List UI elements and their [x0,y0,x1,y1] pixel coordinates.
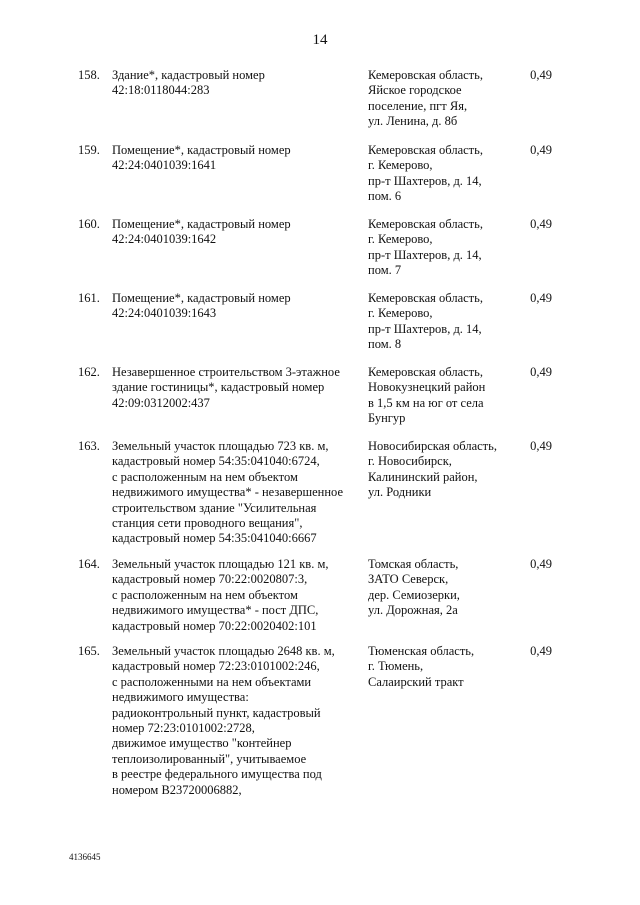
description-line: строительством здание "Усилительная [112,500,317,515]
entry-address [368,68,518,130]
address-line: Томская область, [368,557,459,571]
description-line: номер 72:23:0101002:2728, [112,721,255,736]
description-line: радиоконтрольный пункт, кадастровый [112,705,321,720]
address-line: Яйское городское [368,83,462,98]
entry-description [112,439,362,547]
entry-number: 164. [78,557,100,571]
entry-address [368,644,518,690]
document-code: 4136645 [69,852,101,862]
description-line: кадастровый номер 70:22:0020807:3, [112,572,308,587]
entry-address [368,291,518,353]
entry-162 [0,365,640,439]
entry-description [112,365,362,411]
description-line: Земельный участок площадью 121 кв. м, [112,557,329,571]
address-line: г. Новосибирск, [368,454,452,469]
description-line: кадастровый номер 54:35:041040:6667 [112,531,317,546]
description-line: станция сети проводного вещания", [112,516,303,531]
description-line: Помещение*, кадастровый номер [112,291,291,305]
address-line: ул. Родники [368,485,432,500]
description-line: 42:24:0401039:1641 [112,158,217,173]
address-line: Кемеровская область, [368,68,483,82]
entry-address [368,217,518,279]
description-line: недвижимого имущества* - незавершенное [112,485,343,500]
address-line: дер. Семиозерки, [368,587,460,602]
entry-share: 0,49 [530,365,552,379]
entry-share: 0,49 [530,644,552,658]
entry-share: 0,49 [530,143,552,157]
address-line: пом. 6 [368,189,402,204]
entry-share: 0,49 [530,557,552,571]
address-line: ул. Дорожная, 2а [368,603,458,618]
description-line: кадастровый номер 54:35:041040:6724, [112,454,320,469]
entry-number: 165. [78,644,100,658]
address-line: ЗАТО Северск, [368,572,449,587]
address-line: г. Кемерово, [368,232,433,247]
entry-number: 163. [78,439,100,453]
description-line: движимое имущество "контейнер [112,736,292,751]
address-line: г. Кемерово, [368,158,433,173]
entry-share: 0,49 [530,217,552,231]
description-line: 42:24:0401039:1643 [112,306,217,321]
description-line: 42:18:0118044:283 [112,83,210,98]
description-line: с расположенными на нем объектами [112,674,312,689]
entry-161 [0,291,640,365]
address-line: пр-т Шахтеров, д. 14, [368,321,482,336]
address-line: Кемеровская область, [368,143,483,157]
address-line: Салаирский тракт [368,674,464,689]
description-line: 42:24:0401039:1642 [112,232,217,247]
address-line: пом. 7 [368,263,402,278]
entry-description [112,291,362,322]
description-line: теплоизолированный", учитываемое [112,751,307,766]
description-line: Здание*, кадастровый номер [112,68,265,82]
entry-158 [0,68,640,143]
entry-number: 160. [78,217,100,231]
entry-address [368,439,518,501]
description-line: Помещение*, кадастровый номер [112,143,291,157]
entry-description [112,217,362,248]
address-line: Новокузнецкий район [368,380,486,395]
address-line: Калининский район, [368,469,478,484]
entry-description [112,557,362,634]
entry-share: 0,49 [530,439,552,453]
entry-address [368,143,518,205]
address-line: пр-т Шахтеров, д. 14, [368,247,482,262]
address-line: ул. Ленина, д. 8б [368,114,458,129]
description-line: Помещение*, кадастровый номер [112,217,291,231]
description-line: кадастровый номер 72:23:0101002:246, [112,659,320,674]
page-number: 14 [312,32,328,48]
address-line: Тюменская область, [368,644,475,658]
description-line: номером В23720006882, [112,782,242,797]
description-line: недвижимого имущества: [112,690,249,705]
description-line: Земельный участок площадью 2648 кв. м, [112,644,335,658]
description-line: здание гостиницы*, кадастровый номер [112,380,325,395]
address-line: поселение, пгт Яя, [368,98,468,113]
address-line: Новосибирская область, [368,439,497,453]
description-line: в реестре федерального имущества под [112,767,322,782]
entry-163 [0,439,640,557]
entry-share: 0,49 [530,291,552,305]
entry-160 [0,217,640,291]
address-line: в 1,5 км на юг от села [368,395,484,410]
description-line: с расположенным на нем объектом [112,587,298,602]
entry-number: 161. [78,291,100,305]
entry-address [368,557,518,619]
entry-share: 0,49 [530,68,552,82]
description-line: 42:09:0312002:437 [112,395,210,410]
entry-159 [0,143,640,217]
entry-number: 158. [78,68,100,82]
description-line: с расположенным на нем объектом [112,469,298,484]
entry-number: 162. [78,365,100,379]
address-line: пом. 8 [368,337,402,352]
entry-164 [0,557,640,644]
address-line: г. Кемерово, [368,306,433,321]
description-line: Незавершенное строительством 3-этажное [112,365,340,379]
entry-address [368,365,518,427]
description-line: недвижимого имущества* - пост ДПС, [112,603,319,618]
entry-description [112,143,362,174]
address-line: Кемеровская область, [368,291,483,305]
address-line: пр-т Шахтеров, д. 14, [368,173,482,188]
entry-description [112,644,362,798]
entry-165 [0,644,640,804]
entries-list [0,68,640,804]
address-line: Бунгур [368,411,406,426]
entry-description [112,68,362,99]
entry-number: 159. [78,143,100,157]
description-line: кадастровый номер 70:22:0020402:101 [112,618,317,633]
address-line: Кемеровская область, [368,217,483,231]
address-line: Кемеровская область, [368,365,483,379]
description-line: Земельный участок площадью 723 кв. м, [112,439,329,453]
address-line: г. Тюмень, [368,659,424,674]
